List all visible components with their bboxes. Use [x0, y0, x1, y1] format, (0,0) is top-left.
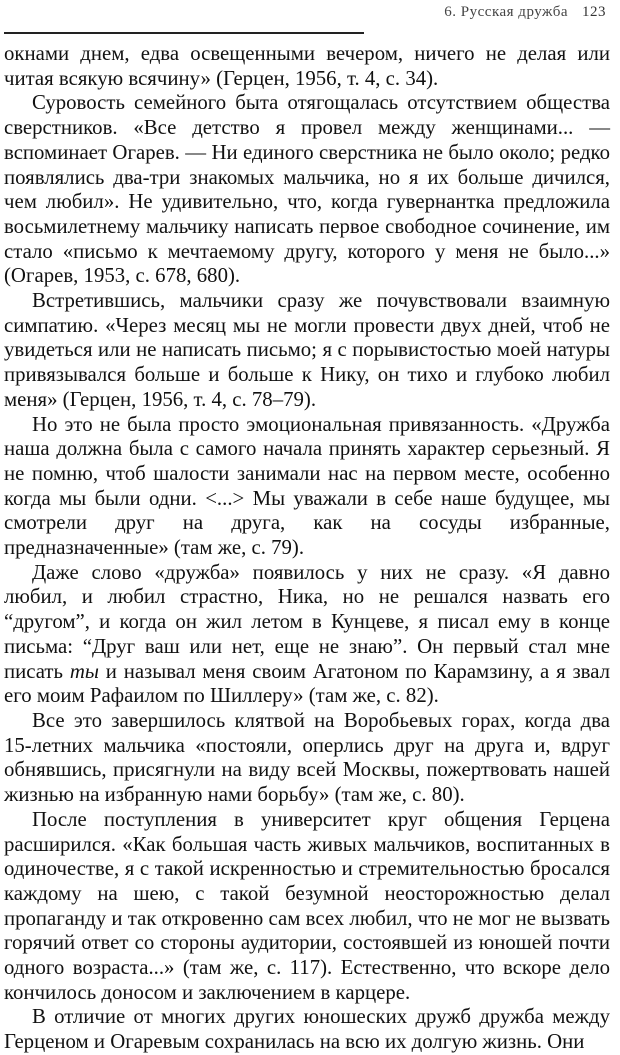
section-title: 6. Русская дружба — [444, 4, 568, 20]
paragraph: Суровость семейного быта отягощалась отсутствием общества сверстников. «Все детство я провел между женщинами... — вспоминает Огарев. — Ни единого сверстника не было около; редко появлялись два-три знакомых мальчика, но я их больше дичился, чем любил». Не удивительно, что, когда гувернантка предложила восьмилетнему мальчику написать первое свободное сочинение, им стало «письмо к мечтаемому другу, которого у меня не было...» (Огарев, 1953, с. 678, 680). — [4, 91, 610, 288]
paragraph: Встретившись, мальчики сразу же почувствовали взаимную симпатию. «Через месяц мы не могли провести двух дней, чтоб не увидеться или не написать письмо; я с порывистостью моей натуры привязывался больше и больше к Нику, он тихо и глубоко любил меня» (Герцен, 1956, т. 4, с. 78–79). — [4, 289, 610, 411]
paragraph-text: и называл меня своим Агатоном по Карамзину, а я звал его моим Рафаилом по Шиллеру» (там же, с. 82). — [4, 659, 610, 708]
paragraph-text: Даже слово «дружба» появилось у них не сразу. «Я давно любил, и любил страстно, Ника, но не решался назвать его “другом”, и когда он жил летом в Кунцеве, я писал ему в конце письма: “Друг ваш или нет, еще не знаю”. Он первый стал мне писать — [4, 560, 610, 683]
paragraph: После поступления в университет круг общения Герцена расширился. «Как большая часть живых мальчиков, воспитанных в одиночестве, я с такой искренностью и стремительностью бросался каждому на шею, с такой безумной неосторожностью делал пропаганду и так откровенно сам всех любил, что не мог не вызвать горячий ответ со стороны аудитории, состоявшей из юношей почти одного возраста...» (там же, с. 117). Естественно, что вскоре дело кончилось доносом и заключением в карцере. — [4, 807, 610, 1004]
page-number: 123 — [582, 4, 606, 20]
body-text — [4, 42, 610, 1055]
paragraph: В отличие от многих других юношеских дружб дружба между Герценом и Огаревым сохранилась на всю их долгую жизнь. Они — [4, 1005, 610, 1054]
italic-word: ты — [69, 659, 99, 683]
running-header — [444, 4, 606, 21]
paragraph-continued: окнами днем, едва освещенными вечером, ничего не делая или читая всякую всячину» (Герцен, 1956, т. 4, с. 34). — [4, 42, 610, 90]
header-rule — [4, 32, 364, 34]
paragraph: Все это завершилось клятвой на Воробьевых горах, когда два 15-летних мальчика «постояли, оперлись друг на друга и, вдруг обнявшись, присягнули на виду всей Москвы, пожертвовать нашей жизнью на избранную нами борьбу» (там же, с. 80). — [4, 708, 610, 807]
paragraph — [4, 561, 610, 709]
paragraph: Но это не была просто эмоциональная привязанность. «Дружба наша должна была с самого начала принять характер серьезный. Я не помню, чтоб шалости занимали нас на первом месте, особенно когда мы были одни. <...> Мы уважали в себе наше будущее, мы смотрели друг на друга, как на сосуды избранные, предназначенные» (там же, с. 79). — [4, 412, 610, 560]
